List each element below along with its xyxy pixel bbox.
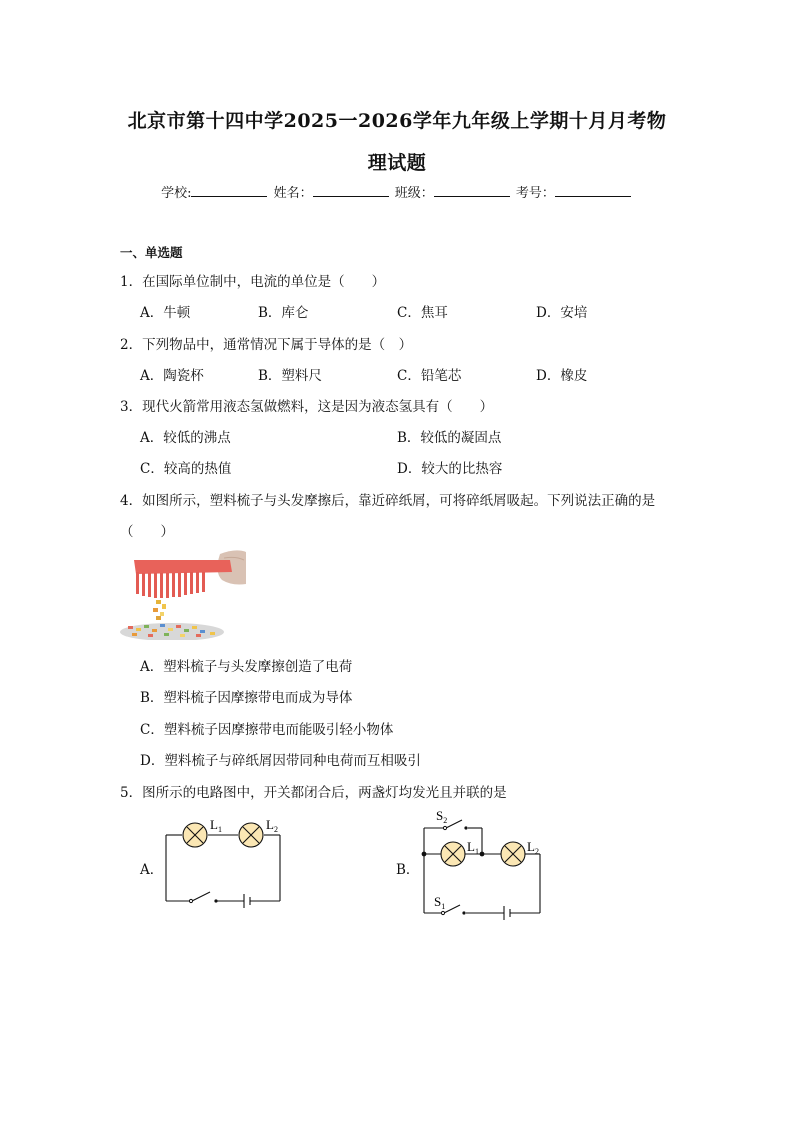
label-l1: $L_1$ [467,839,479,856]
exam-title-line2: 理试题 [367,152,427,174]
label-s1: $S_1$ [434,894,446,911]
student-info-row [0,182,794,201]
q2-option-b[interactable]: B．塑料尺 [258,368,322,384]
lamp-l2-icon [501,842,525,866]
question-1-stem: 1．在国际单位制中，电流的单位是（ ） [120,274,386,290]
section-heading: 一、单选题 [120,245,183,260]
name-blank[interactable] [313,184,389,197]
label-s2: $S_2$ [436,808,448,825]
exam-no-label: 考号： [515,186,555,201]
lamp-l2-icon [239,823,263,847]
class-blank[interactable] [434,184,510,197]
lamp-l1-icon [441,842,465,866]
exam-no-blank[interactable] [555,184,631,197]
q3-option-d[interactable]: D．较大的比热容 [397,461,503,477]
question-5-stem: 5．图所示的电路图中，开关都闭合后，两盏灯均发光且并联的是 [120,785,507,801]
question-3-stem: 3．现代火箭常用液态氢做燃料，这是因为液态氢具有（ ） [120,399,494,415]
q1-option-b[interactable]: B．库仑 [258,305,309,321]
question-2-stem: 2．下列物品中，通常情况下属于导体的是（ ） [120,337,413,353]
q1-option-d[interactable]: D．安培 [536,305,588,321]
q5-option-a[interactable]: A． [140,862,164,878]
exam-title-line1: 北京市第十四中学2025一2026学年九年级上学期十月月考物 [127,110,667,132]
class-label: 班级： [394,186,434,201]
q2-option-a[interactable]: A．陶瓷杯 [140,368,204,384]
q5-option-b[interactable]: B． [396,862,420,878]
label-l1: $L_1$ [210,817,222,834]
q4-option-b[interactable]: B．塑料梳子因摩擦带电而成为导体 [140,690,353,706]
circuit-a-diagram [160,812,290,912]
label-l2: $L_2$ [527,839,539,856]
name-label: 姓名： [273,186,313,201]
school-label: 学校: [161,186,192,201]
lamp-l1-icon [183,823,207,847]
q3-option-a[interactable]: A．较低的沸点 [140,430,231,446]
q1-option-a[interactable]: A．牛顿 [140,305,191,321]
q1-option-c[interactable]: C．焦耳 [397,305,448,321]
q4-option-c[interactable]: C．塑料梳子因摩擦带电而能吸引轻小物体 [140,722,394,738]
q4-option-a[interactable]: A．塑料梳子与头发摩擦创造了电荷 [140,659,353,675]
q3-option-c[interactable]: C．较高的热值 [140,461,232,477]
question-4-stem-cont: （ ） [120,524,174,540]
q2-option-c[interactable]: C．铅笔芯 [397,368,462,384]
q3-option-b[interactable]: B．较低的凝固点 [397,430,502,446]
circuit-b-diagram [418,806,552,922]
q4-option-d[interactable]: D．塑料梳子与碎纸屑因带同种电荷而互相吸引 [140,753,421,769]
label-l2: $L_2$ [266,817,278,834]
school-blank[interactable] [191,184,267,197]
q2-option-d[interactable]: D．橡皮 [536,368,588,384]
question-4-stem: 4．如图所示，塑料梳子与头发摩擦后，靠近碎纸屑，可将碎纸屑吸起。下列说法正确的是 [120,493,656,509]
comb-photo [120,548,246,640]
